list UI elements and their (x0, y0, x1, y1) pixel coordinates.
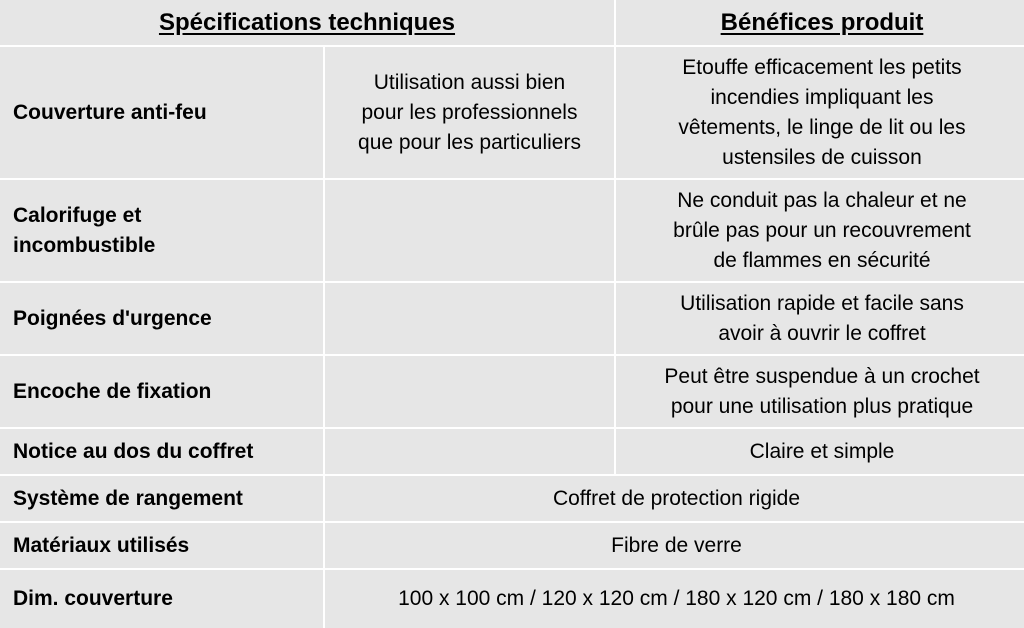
header-specs: Spécifications techniques (0, 0, 614, 45)
row-spec-encoche (325, 356, 614, 427)
row-label-notice: Notice au dos du coffret (0, 429, 323, 474)
row-value-materiaux: Fibre de verre (325, 523, 1024, 568)
row-benefit-encoche: Peut être suspendue à un crochet pour une utilisation plus pratique (616, 356, 1024, 427)
row-label-poignees: Poignées d'urgence (0, 283, 323, 354)
row-value-dimensions: 100 x 100 cm / 120 x 120 cm / 180 x 120 cm / 180 x 180 cm (325, 570, 1024, 628)
row-benefit-calorifuge: Ne conduit pas la chaleur et ne brûle pas pour un recouvrement de flammes en sécurité (616, 180, 1024, 281)
row-spec-notice (325, 429, 614, 474)
row-spec-couverture: Utilisation aussi bien pour les professionnels que pour les particuliers (325, 47, 614, 178)
row-benefit-couverture: Etouffe efficacement les petits incendies impliquant les vêtements, le linge de lit ou les ustensiles de cuisson (616, 47, 1024, 178)
row-benefit-notice: Claire et simple (616, 429, 1024, 474)
header-benefits: Bénéfices produit (616, 0, 1024, 45)
row-spec-calorifuge (325, 180, 614, 281)
row-label-rangement: Système de rangement (0, 476, 323, 521)
row-label-calorifuge: Calorifuge et incombustible (0, 180, 323, 281)
row-label-materiaux: Matériaux utilisés (0, 523, 323, 568)
row-spec-poignees (325, 283, 614, 354)
row-benefit-poignees: Utilisation rapide et facile sans avoir à ouvrir le coffret (616, 283, 1024, 354)
row-label-couverture: Couverture anti-feu (0, 47, 323, 178)
row-label-dimensions: Dim. couverture (0, 570, 323, 628)
row-label-encoche: Encoche de fixation (0, 356, 323, 427)
row-value-rangement: Coffret de protection rigide (325, 476, 1024, 521)
